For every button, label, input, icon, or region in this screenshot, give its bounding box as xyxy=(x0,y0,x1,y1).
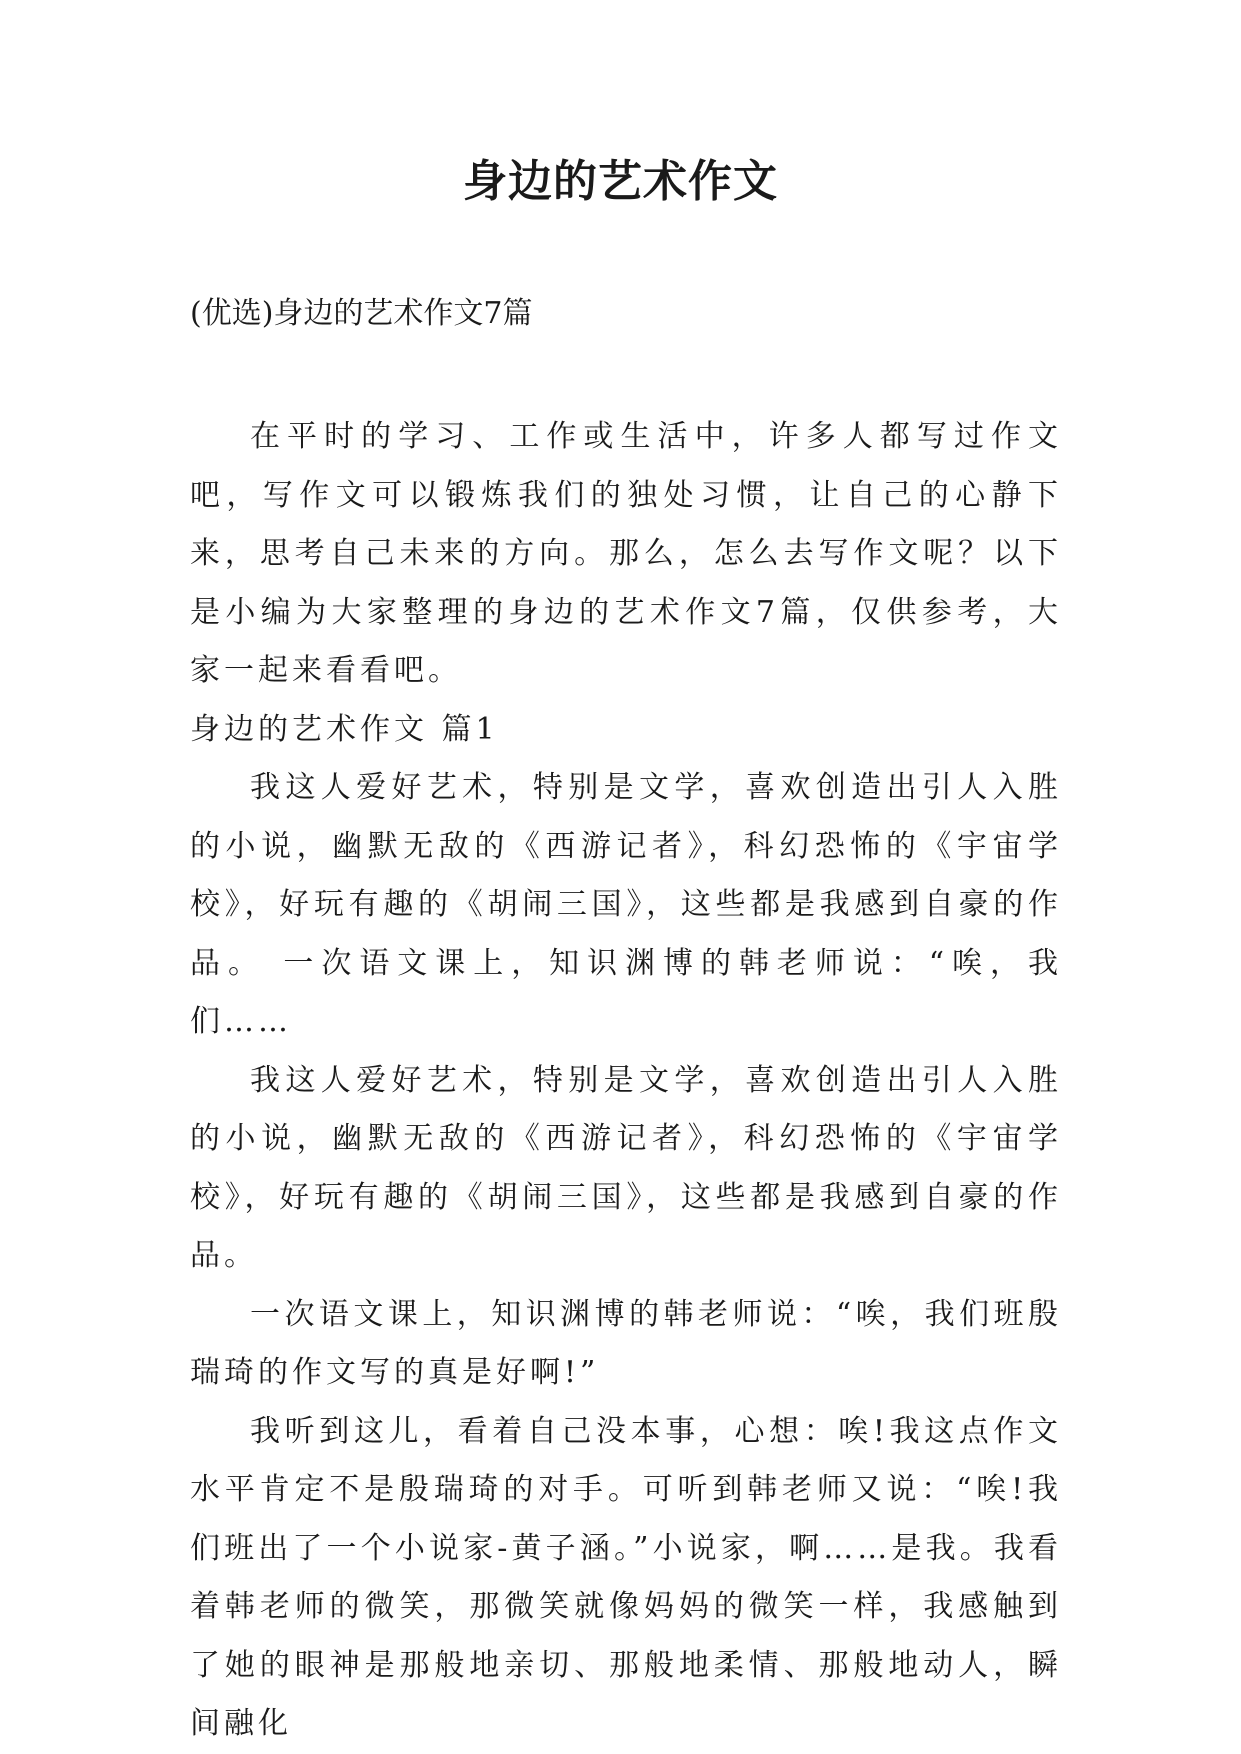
paragraph-intro: 在平时的学习、工作或生活中，许多人都写过作文吧，写作文可以锻炼我们的独处习惯，让自己的心静下来，思考自己未来的方向。那么，怎么去写作文呢？以下是小编为大家整理的身边的艺术作文7篇，仅供参考，大家一起来看看吧。 xyxy=(190,419,1062,688)
paragraph-1: 我这人爱好艺术，特别是文学，喜欢创造出引人入胜的小说，幽默无敌的《西游记者》，科幻恐怖的《宇宙学校》，好玩有趣的《胡闹三国》，这些都是我感到自豪的作品。 xyxy=(190,1062,1062,1273)
paragraph-summary: 我这人爱好艺术，特别是文学，喜欢创造出引人入胜的小说，幽默无敌的《西游记者》，科幻恐怖的《宇宙学校》，好玩有趣的《胡闹三国》，这些都是我感到自豪的作品。 一次语文课上，知识渊博的韩老师说：“唉，我们…… xyxy=(190,770,1062,1039)
document-body xyxy=(190,408,1062,1754)
document-subtitle: (优选)身边的艺术作文7篇 xyxy=(190,296,533,331)
document-title: 身边的艺术作文 xyxy=(463,156,778,207)
paragraph-2: 一次语文课上，知识渊博的韩老师说：“唉，我们班殷瑞琦的作文写的真是好啊!” xyxy=(190,1296,1062,1390)
section-heading-1: 身边的艺术作文 篇1 xyxy=(190,711,499,747)
paragraph-3: 我听到这儿，看着自己没本事，心想：唉!我这点作文水平肯定不是殷瑞琦的对手。可听到韩老师又说：“唉!我们班出了一个小说家-黄子涵。”小说家，啊……是我。我看着韩老师的微笑，那微笑就像妈妈的微笑一样，我感触到了她的眼神是那般地亲切、那般地柔情、那般地动人，瞬间融化 xyxy=(190,1413,1062,1741)
